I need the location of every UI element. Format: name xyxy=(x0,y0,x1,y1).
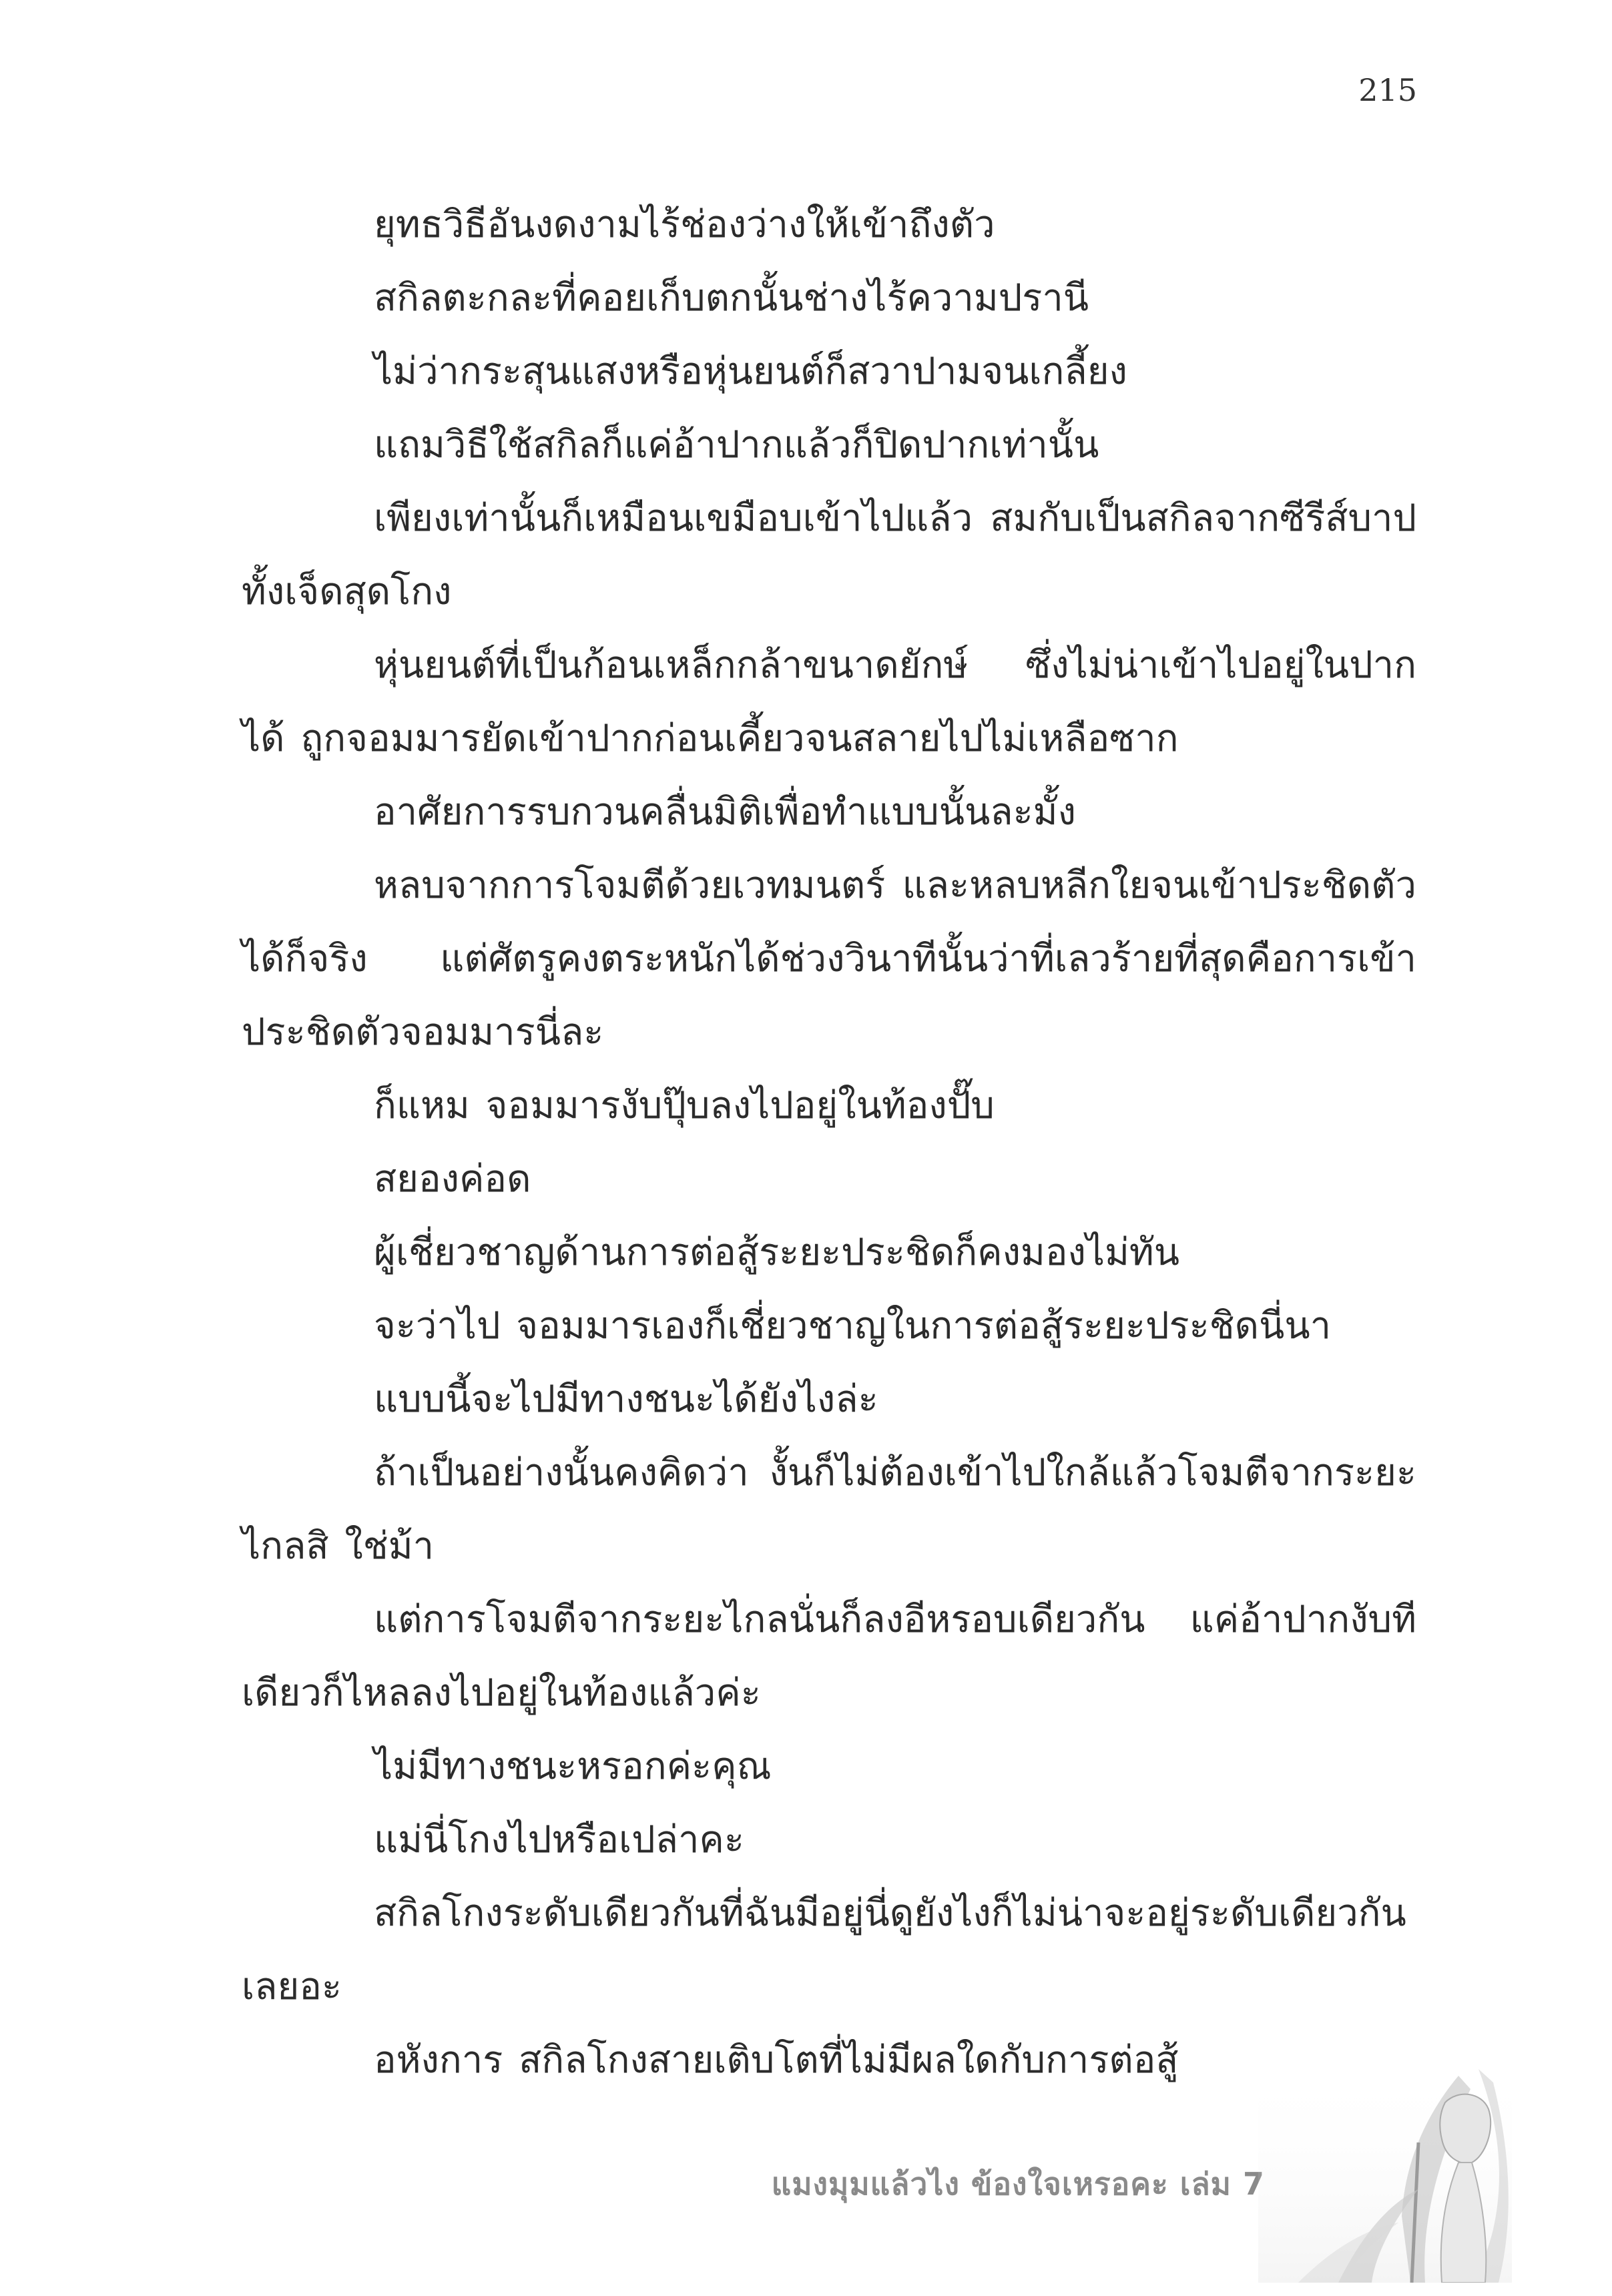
paragraph: แถมวิธีใช้สกิลก็แค่อ้าปากแล้วก็ปิดปากเท่านั้น xyxy=(374,423,1099,467)
paragraph: หุ่นยนต์ที่เป็นก้อนเหล็กกล้าขนาดยักษ์ ซึ่งไม่น่าเข้าไปอยู่ในปากได้ ถูกจอมมารยัดเข้าปากก่อนเคี้ยวจนสลายไปไม่เหลือซาก xyxy=(242,643,1416,760)
paragraph: แต่การโจมตีจากระยะไกลนั่นก็ลงอีหรอบเดียวกัน แค่อ้าปากงับทีเดียวก็ไหลลงไปอยู่ในท้องแล้วค่ะ xyxy=(242,1598,1416,1715)
paragraph: เพียงเท่านั้นก็เหมือนเขมือบเข้าไปแล้ว สมกับเป็นสกิลจากซีรีส์บาปทั้งเจ็ดสุดโกง xyxy=(242,497,1416,613)
footer-book-title: แมงมุมแล้วไง ข้องใจเหรอคะ เล่ม 7 xyxy=(771,2166,1265,2202)
paragraph: สยองค่อด xyxy=(374,1157,531,1201)
paragraph: แม่นี่โกงไปหรือเปล่าคะ xyxy=(374,1818,744,1861)
paragraph: แบบนี้จะไปมีทางชนะได้ยังไงล่ะ xyxy=(374,1378,878,1421)
paragraph: หลบจากการโจมตีด้วยเวทมนตร์ และหลบหลีกใยจนเข้าประชิดตัวได้ก็จริง แต่ศัตรูคงตระหนักได้ช่วงวินาทีนั้นว่าที่เลวร้ายที่สุดคือการเข้าประชิดตัวจอมมารนี่ละ xyxy=(242,864,1416,1054)
paragraph: สกิลโกงระดับเดียวกันที่ฉันมีอยู่นี่ดูยังไงก็ไม่น่าจะอยู่ระดับเดียวกันเลยอะ xyxy=(242,1892,1406,2008)
paragraph: ยุทธวิธีอันงดงามไร้ช่องว่างให้เข้าถึงตัว xyxy=(374,203,995,246)
paragraph: จะว่าไป จอมมารเองก็เชี่ยวชาญในการต่อสู้ระยะประชิดนี่นา xyxy=(374,1304,1332,1348)
body-text xyxy=(242,188,1416,2097)
paragraph: อาศัยการรบกวนคลื่นมิติเพื่อทำแบบนั้นละมั้ง xyxy=(374,790,1076,834)
page-number: 215 xyxy=(1358,72,1417,108)
character-illustration xyxy=(1258,2062,1512,2283)
paragraph: ถ้าเป็นอย่างนั้นคงคิดว่า งั้นก็ไม่ต้องเข้าไปใกล้แล้วโจมตีจากระยะไกลสิ ใช่ม้า xyxy=(242,1451,1416,1568)
paragraph: ไม่มีทางชนะหรอกค่ะคุณ xyxy=(374,1745,772,1788)
paragraph: ก็แหม จอมมารงับปุ๊บลงไปอยู่ในท้องปั๊บ xyxy=(374,1084,995,1127)
paragraph: สกิลตะกละที่คอยเก็บตกนั้นช่างไร้ความปรานี xyxy=(374,276,1089,320)
paragraph: อหังการ สกิลโกงสายเติบโตที่ไม่มีผลใดกับการต่อสู้ xyxy=(374,2038,1179,2082)
paragraph: ไม่ว่ากระสุนแสงหรือหุ่นยนต์ก็สวาปามจนเกลี้ยง xyxy=(374,350,1127,393)
paragraph: ผู้เชี่ยวชาญด้านการต่อสู้ระยะประชิดก็คงมองไม่ทัน xyxy=(374,1231,1180,1274)
